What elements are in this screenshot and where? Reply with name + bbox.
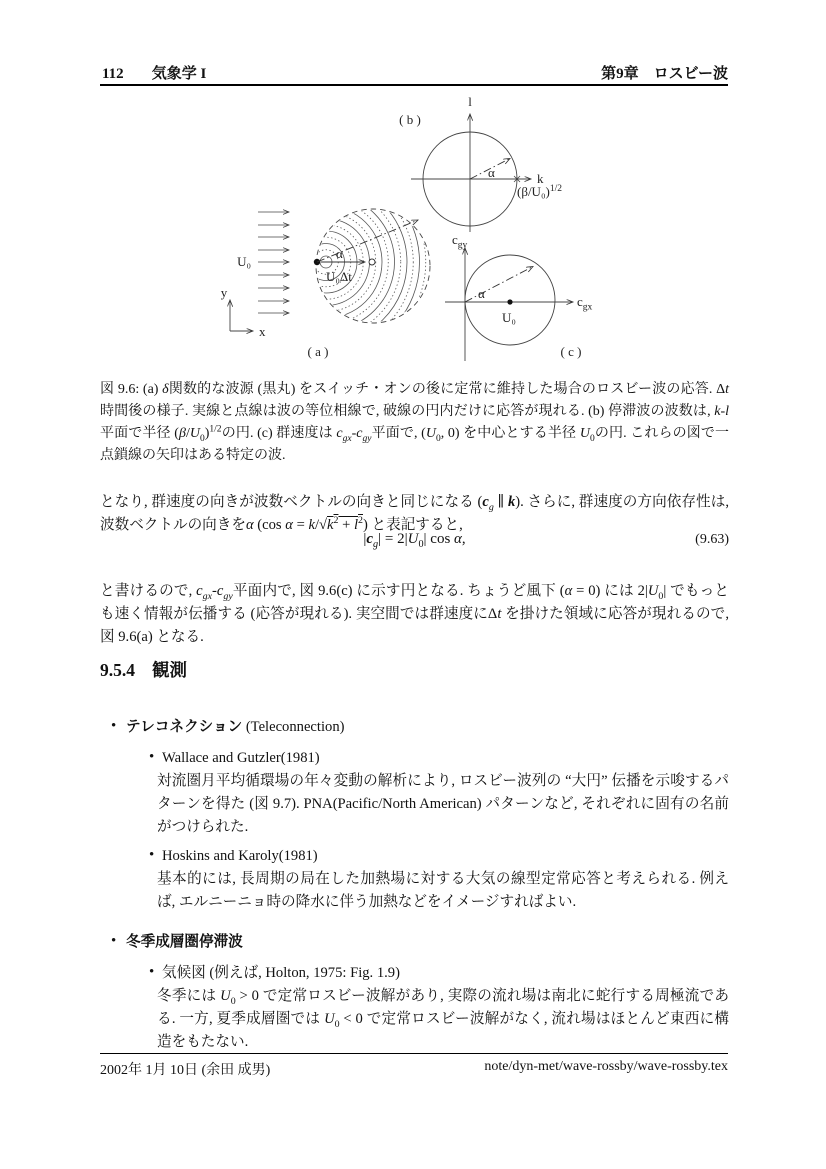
course-title: 気象学 I (151, 66, 207, 82)
xy-axes-icon (230, 300, 253, 331)
paragraph-1: となり, 群速度の向きが波数ベクトルの向きと同じになる ($c_g$ ∥ k). さらに, 群速度の方向依存性は, 波数ベクトルの向きをα (cos $\alpha = k/√k^2 + l^2$) と表記すると, (100, 493, 730, 533)
chapter-title: 第9章 ロスビー波 (601, 66, 728, 82)
footer-file-path: note/dyn-met/wave-rossby/wave-rossby.tex (484, 1059, 728, 1074)
panel-a-label: ( a ) (307, 344, 329, 359)
page-number: 112 (102, 66, 124, 82)
flow-arrows-icon (258, 212, 289, 313)
radius-label: $(\beta/U_0)^{1/2}$ (517, 184, 562, 199)
list-item: • 冬季成層圏停滞波 (100, 931, 729, 954)
figure-caption: 図 9.6: (a) δ関数的な波源 (黒丸) をスイッチ・オンの後に定常に維持した場合のロスビー波の応答. Δt 時間後の様子. 実線と点線は波の等位相線で, 破線の円内だけに応答が現れる. (b) 停滞波の波数は, k-l平面で半径 $(\beta/U_0)^{1/2}$の円. (c) 群速度は $c_{gx}-c_{gy}$平面で, ($U_0$, 0) を中心とする半径 $U_0$の円. これらの図で一点鎖線の矢印はある特定の波. (100, 382, 730, 463)
bullet-icon (149, 961, 154, 984)
page-header (100, 62, 728, 82)
footer-date: 2002年 1月 10日 (余田 成男) (100, 1063, 271, 1078)
l-axis-label: l (468, 94, 472, 109)
header-rule (100, 84, 728, 86)
axis-x-label: x (259, 324, 266, 339)
equation-body: $|c_g| = 2|U_0|$ cos α, (363, 531, 466, 550)
bullet-list (100, 716, 729, 1056)
list-item-body: 冬季には $U_0 > 0$ で定常ロスビー波解があり, 実際の流れ場は南北に蛇行する周極流である. 一方, 夏季成層圏では $U_0 < 0$ で定常ロスビー波解がなく, 流れ場はほとんど東西に構造をもたない. (157, 988, 729, 1050)
alpha-label-b: α (488, 165, 495, 180)
k-axis-label: k (537, 171, 544, 186)
alpha-label-a: α (336, 246, 343, 261)
equation-9-63 (100, 531, 729, 548)
header-left (102, 62, 206, 83)
axis-y-label: y (220, 285, 228, 300)
paragraph-2: と書けるので, $c_{gx}-c_{gy}$平面内で, 図 9.6(c) に示す円となる. ちょうど風下 (α = 0) には $2|U_0|$ でもっとも速く情報が伝播する (応答が現れる). 実空間では群速度にΔt を掛けた領域に応答が現れるので, 図 9.6(a) となる. (100, 582, 730, 645)
section-title: 観測 (152, 660, 187, 680)
panel-b (399, 94, 562, 232)
list-item: • Hoskins and Karoly(1981) (100, 845, 729, 868)
panel-c (445, 232, 593, 361)
bullet-icon (149, 844, 154, 867)
panel-b-label: ( b ) (399, 112, 421, 127)
bullet-icon (149, 746, 154, 769)
footer-rule (100, 1053, 728, 1054)
figure-svg (140, 90, 660, 380)
cgy-axis-label: $c_{gy}$ (452, 232, 468, 251)
figure-9-6 (140, 90, 660, 380)
bullet-icon (111, 715, 116, 738)
shift-label: U₀Δt (326, 269, 352, 284)
equation-tag: (9.63) (695, 532, 729, 547)
section-number: 9.5.4 (100, 660, 135, 680)
panel-c-label: ( c ) (560, 344, 582, 359)
flow-speed-label: U₀ (237, 254, 251, 269)
centre-speed-label: U₀ (502, 310, 516, 325)
cgx-axis-label: $c_{gx}$ (577, 294, 593, 313)
alpha-label-c: α (478, 286, 485, 301)
list-group-stratosphere (100, 931, 729, 1054)
list-item-body: 基本的には, 長周期の局在した加熱場に対する大気の線型定常応答と考えられる. 例えば, エルニーニョ時の降水に伴う加熱などをイメージすればよい. (157, 871, 729, 910)
list-item: • テレコネクション (Teleconnection) (100, 716, 729, 739)
section-heading (100, 657, 187, 682)
list-item: • 気候図 (例えば, Holton, 1975: Fig. 1.9) (100, 962, 729, 985)
list-item-body: 対流圏月平均循環場の年々変動の解析により, ロスビー波列の “大円” 伝播を示唆するパターンを得た (図 9.7). PNA(Pacific/North American) パターンなど, それぞれに固有の名前がつけられた. (157, 773, 729, 835)
displaced-centre-circle (369, 259, 375, 265)
panel-a (220, 156, 432, 368)
list-item: • Wallace and Gutzler(1981) (100, 747, 729, 770)
list-group-teleconnection (100, 716, 729, 914)
bullet-icon (111, 930, 116, 953)
circle-centre-dot (507, 299, 512, 304)
